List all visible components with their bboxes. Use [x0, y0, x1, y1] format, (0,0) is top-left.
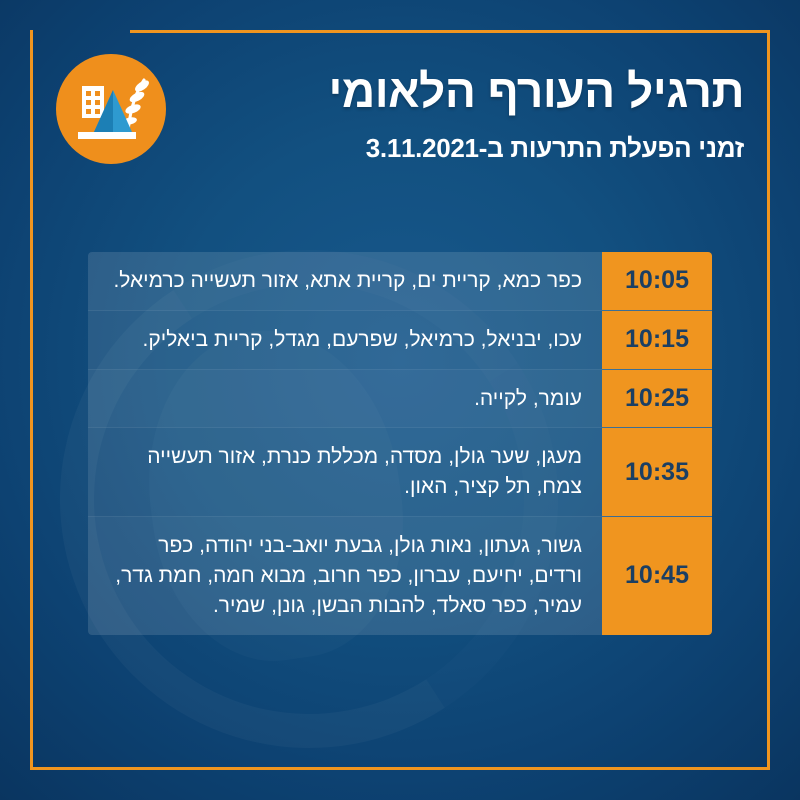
table-row — [88, 517, 712, 634]
frame-border-right — [767, 30, 770, 770]
table-row — [88, 252, 712, 311]
alert-locations: עומר, לקייה. — [88, 370, 602, 428]
alert-locations: כפר כמא, קריית ים, קריית אתא, אזור תעשייה כרמיאל. — [88, 252, 602, 310]
alert-time: 10:05 — [602, 252, 712, 310]
table-row — [88, 311, 712, 370]
alert-time: 10:35 — [602, 428, 712, 516]
poster-header — [56, 42, 744, 202]
alert-locations: עכו, יבניאל, כרמיאל, שפרעם, מגדל, קריית ביאליק. — [88, 311, 602, 369]
frame-border-top — [130, 30, 770, 33]
alert-locations: גשור, געתון, נאות גולן, גבעת יואב-בני יהודה, כפר ורדים, יחיעם, עברון, כפר חרוב, מבוא חמה, חמת גדר, עמיר, כפר סאלד, להבות הבשן, גונן, שמיר. — [88, 517, 602, 634]
alert-time: 10:15 — [602, 311, 712, 369]
page-subtitle: זמני הפעלת התרעות ב-3.11.2021 — [365, 132, 744, 163]
title-block — [166, 42, 744, 164]
home-front-command-logo-icon — [56, 54, 166, 164]
table-row — [88, 370, 712, 429]
table-row — [88, 428, 712, 517]
page-title: תרגיל העורף הלאומי — [328, 65, 744, 117]
frame-border-bottom — [30, 767, 770, 770]
frame-border-left — [30, 30, 33, 770]
alert-time: 10:45 — [602, 517, 712, 634]
alert-times-table — [88, 252, 712, 635]
alert-locations: מעגן, שער גולן, מסדה, מכללת כנרת, אזור תעשייה צמח, תל קציר, האון. — [88, 428, 602, 516]
alert-time: 10:25 — [602, 370, 712, 428]
